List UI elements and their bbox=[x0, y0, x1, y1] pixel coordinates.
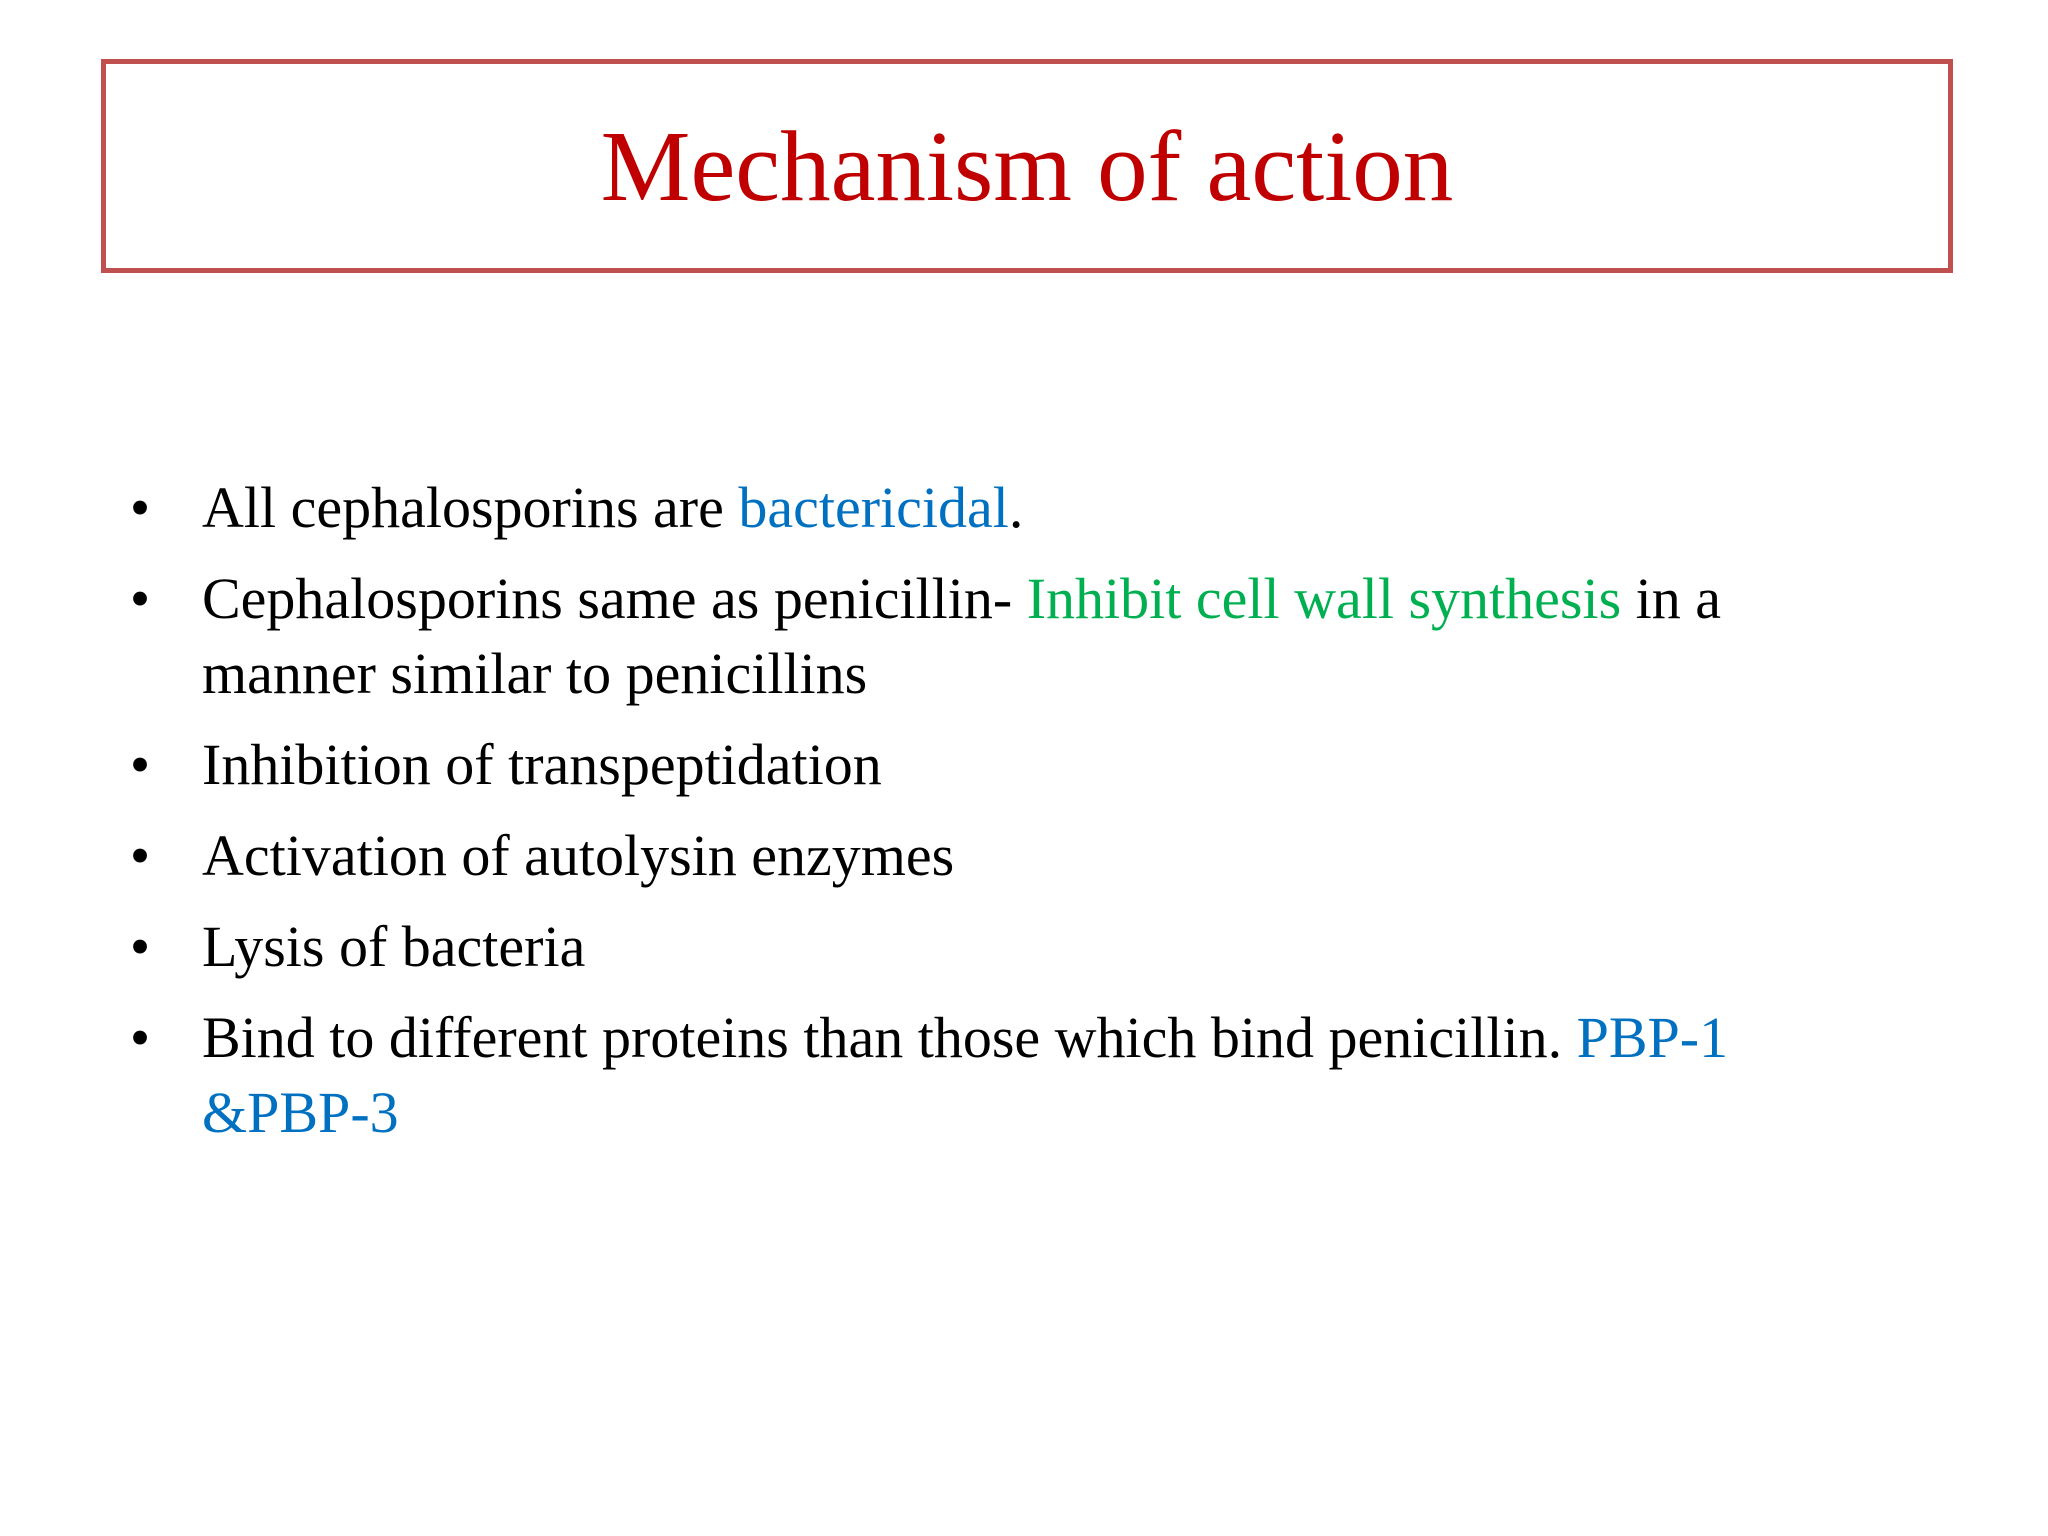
bullet-highlight-cell-wall: Inhibit cell wall synthesis bbox=[1026, 566, 1622, 631]
title-box bbox=[101, 59, 1953, 273]
bullet-item bbox=[120, 561, 1900, 711]
bullet-item bbox=[120, 727, 1900, 802]
bullet-dot: • bbox=[129, 566, 151, 631]
bullet-text: . bbox=[1008, 475, 1024, 540]
slide-title: Mechanism of action bbox=[600, 109, 1454, 222]
bullet-dot: • bbox=[129, 823, 151, 888]
bullet-item bbox=[120, 470, 1900, 545]
bullet-dot: • bbox=[129, 732, 151, 797]
bullet-item bbox=[120, 909, 1900, 984]
bullet-text: in a manner similar to penicillins bbox=[202, 566, 1721, 706]
bullet-text: Inhibition of transpeptidation bbox=[202, 732, 882, 797]
bullet-text: Cephalosporins same as penicillin- bbox=[202, 566, 1027, 631]
bullet-dot: • bbox=[129, 475, 151, 540]
bullet-text: Lysis of bacteria bbox=[202, 914, 586, 979]
bullet-text: Activation of autolysin enzymes bbox=[202, 823, 955, 888]
bullet-dot: • bbox=[129, 1005, 151, 1070]
bullet-dot: • bbox=[129, 914, 151, 979]
bullet-highlight-pbp: PBP-1 &PBP-3 bbox=[202, 1005, 1729, 1145]
bullet-highlight-bactericidal: bactericidal bbox=[738, 475, 1009, 540]
bullet-item bbox=[120, 818, 1900, 893]
bullet-list bbox=[120, 470, 1900, 1166]
bullet-text: Bind to different proteins than those which bind penicillin. bbox=[202, 1005, 1577, 1070]
bullet-item bbox=[120, 1000, 1900, 1150]
bullet-text: All cephalosporins are bbox=[202, 475, 739, 540]
